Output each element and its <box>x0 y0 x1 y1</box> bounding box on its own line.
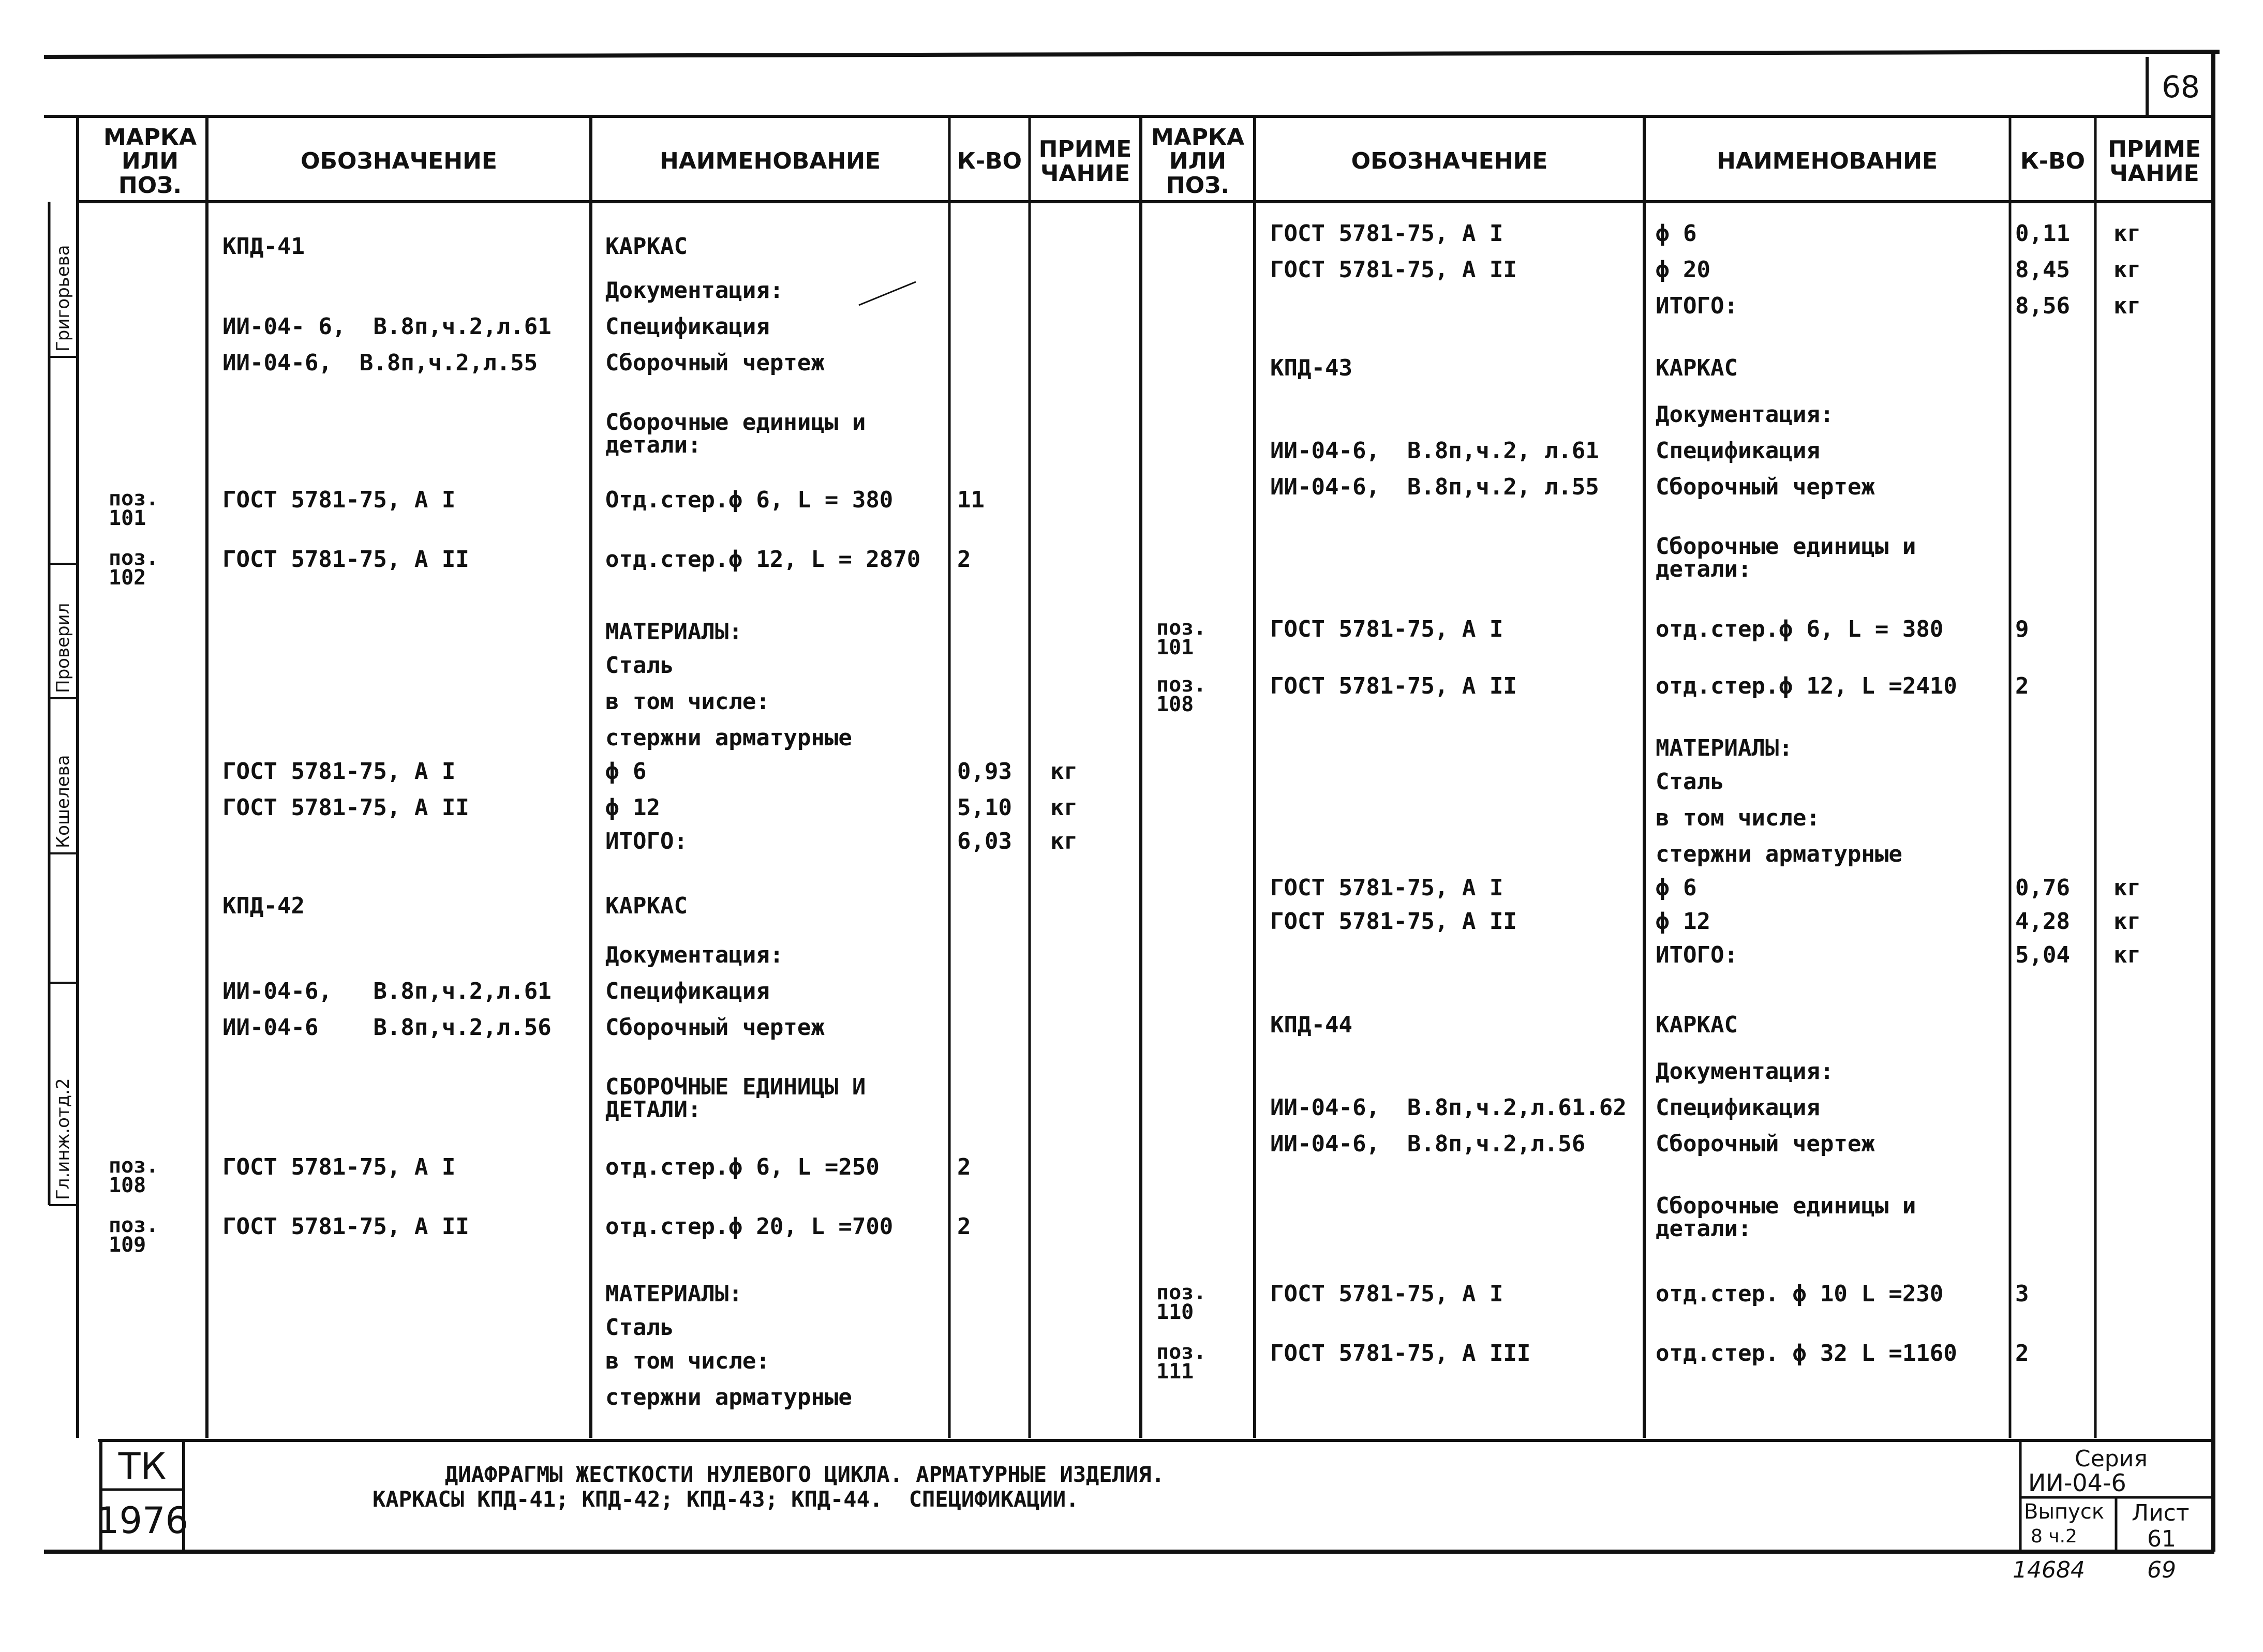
cell-name: Документация: <box>605 942 784 968</box>
cell-note: кг <box>1050 794 1078 821</box>
cell-name: Сборочные единицы и детали: <box>1656 1193 1916 1242</box>
cell-note: кг <box>1050 758 1078 785</box>
cell-name: МАТЕРИАЛЫ: <box>605 619 742 645</box>
cell-note: кг <box>2113 908 2141 935</box>
cell-designation: КПД-43 <box>1270 355 1352 381</box>
cell-name: стержни арматурные <box>605 725 852 751</box>
cell-designation: ГОСТ 5781-75, А II <box>1270 908 1517 935</box>
stamp-name-grigorieva: Григорьева <box>53 245 73 352</box>
stamp-checked: Проверил <box>53 603 73 693</box>
cell-name: отд.стер.ϕ 12, L = 2870 <box>605 546 921 573</box>
series-value: ИИ-04-6 <box>2028 1469 2126 1497</box>
cell-designation: КПД-44 <box>1270 1012 1352 1038</box>
header-name-right: НАИМЕНОВАНИЕ <box>1716 148 1938 175</box>
header-note-left: ПРИМЕ ЧАНИЕ <box>1038 136 1132 187</box>
page-number: 68 <box>2162 69 2200 104</box>
cell-designation: ИИ-04-6, В.8п,ч.2, л.61 <box>1270 438 1599 464</box>
cell-designation: ИИ-04-6 В.8п,ч.2,л.56 <box>222 1014 552 1041</box>
cell-designation: КПД-42 <box>222 893 305 919</box>
cell-name: КАРКАС <box>1656 355 1738 381</box>
cell-designation: ГОСТ 5781-75, А I <box>1270 1281 1503 1307</box>
cell-designation: ИИ-04-6, В.8п,ч.2, л.55 <box>1270 474 1599 500</box>
cell-qty: 2 <box>957 1213 971 1240</box>
cell-name: ϕ 12 <box>1656 908 1710 935</box>
cell-designation: КПД-41 <box>222 233 305 260</box>
cell-name: ИТОГО: <box>605 828 688 854</box>
header-qty-right: К-ВО <box>2020 148 2086 175</box>
cell-name: Сталь <box>1656 769 1724 795</box>
cell-name: Сборочные единицы и детали: <box>1656 533 1916 582</box>
cell-name: ϕ 6 <box>605 758 647 785</box>
cell-note: кг <box>2113 257 2141 283</box>
cell-designation: ИИ-04-6, В.8п,ч.2,л.61.62 <box>1270 1094 1627 1121</box>
header-designation-left: ОБОЗНАЧЕНИЕ <box>301 148 497 175</box>
cell-mark: поз. 108 <box>109 1154 159 1197</box>
cell-name: Спецификация <box>1656 1094 1820 1121</box>
cell-name: Сборочный чертеж <box>1656 474 1875 500</box>
cell-mark: поз. 108 <box>1156 673 1207 716</box>
cell-name: ϕ 6 <box>1656 220 1697 247</box>
cell-qty: 2 <box>957 546 971 573</box>
cell-name: МАТЕРИАЛЫ: <box>605 1281 742 1307</box>
cell-mark: поз. 110 <box>1156 1281 1207 1324</box>
issue-value: 8 ч.2 <box>2031 1526 2077 1547</box>
cell-name: Документация: <box>1656 1058 1834 1085</box>
cell-designation: ГОСТ 5781-75, А II <box>222 546 469 573</box>
cell-name: отд.стер. ϕ 10 L =230 <box>1656 1281 1944 1307</box>
cell-name: отд.стер.ϕ 12, L =2410 <box>1656 673 1957 699</box>
cell-qty: 8,45 <box>2015 257 2070 283</box>
cell-name: отд.стер. ϕ 32 L =1160 <box>1656 1340 1957 1366</box>
header-designation-right: ОБОЗНАЧЕНИЕ <box>1351 148 1548 175</box>
cell-qty: 4,28 <box>2015 908 2070 935</box>
cell-name: СБОРОЧНЫЕ ЕДИНИЦЫ И ДЕТАЛИ: <box>605 1074 866 1123</box>
archive-number: 14684 <box>2013 1557 2085 1583</box>
cell-name: Документация: <box>1656 401 1834 428</box>
cell-designation: ГОСТ 5781-75, А I <box>1270 616 1503 642</box>
cell-designation: ГОСТ 5781-75, А I <box>222 487 456 513</box>
cell-name: Сборочные единицы и детали: <box>605 409 866 458</box>
header-note-right: ПРИМЕ ЧАНИЕ <box>2108 136 2201 187</box>
cell-qty: 0,93 <box>957 758 1012 785</box>
cell-designation: ИИ-04- 6, В.8п,ч.2,л.61 <box>222 313 552 340</box>
cell-name: Отд.стер.ϕ 6, L = 380 <box>605 487 894 513</box>
cell-mark: поз. 101 <box>109 487 159 530</box>
header-mark-left: МАРКА ИЛИ ПОЗ. <box>103 124 197 199</box>
cell-designation: ГОСТ 5781-75, А I <box>1270 875 1503 901</box>
cell-designation: ГОСТ 5781-75, А III <box>1270 1340 1531 1366</box>
cell-qty: 8,56 <box>2015 293 2070 319</box>
cell-name: в том числе: <box>605 688 770 715</box>
cell-qty: 5,04 <box>2015 942 2070 968</box>
cell-name: ϕ 20 <box>1656 257 1710 283</box>
cell-name: МАТЕРИАЛЫ: <box>1656 735 1793 761</box>
issue-label: Выпуск <box>2024 1500 2104 1524</box>
series-label: Серия <box>2075 1446 2148 1472</box>
header-name-left: НАИМЕНОВАНИЕ <box>659 148 881 175</box>
cell-mark: поз. 109 <box>109 1213 159 1257</box>
sheet-value: 61 <box>2147 1526 2176 1552</box>
cell-mark: поз. 111 <box>1156 1340 1207 1384</box>
sheet-label: Лист <box>2132 1500 2190 1526</box>
stamp-name-kosheleva: Кошелева <box>53 755 73 848</box>
cell-name: ИТОГО: <box>1656 293 1738 319</box>
cell-note: кг <box>1050 828 1078 854</box>
cell-qty: 5,10 <box>957 794 1012 821</box>
cell-designation: ГОСТ 5781-75, А I <box>222 758 456 785</box>
cell-name: стержни арматурные <box>605 1384 852 1410</box>
cell-name: Сборочный чертеж <box>1656 1131 1875 1157</box>
cell-name: Сталь <box>605 1314 674 1341</box>
org-code: ТК <box>118 1445 167 1488</box>
cell-name: в том числе: <box>605 1348 770 1374</box>
cell-note: кг <box>2113 942 2141 968</box>
cell-name: ϕ 6 <box>1656 875 1697 901</box>
header-qty-left: К-ВО <box>957 148 1022 175</box>
cell-name: Сборочный чертеж <box>605 1014 825 1041</box>
cell-note: кг <box>2113 220 2141 247</box>
cell-name: КАРКАС <box>1656 1012 1738 1038</box>
cell-designation: ИИ-04-6, В.8п,ч.2,л.56 <box>1270 1131 1586 1157</box>
drawing-title-line1: ДИАФРАГМЫ ЖЕСТКОСТИ НУЛЕВОГО ЦИКЛА. АРМАТУРНЫЕ ИЗДЕЛИЯ. <box>445 1462 1165 1487</box>
cell-designation: ИИ-04-6, В.8п,ч.2,л.55 <box>222 350 538 376</box>
cell-name: Документация: <box>605 277 784 304</box>
cell-note: кг <box>2113 875 2141 901</box>
cell-name: стержни арматурные <box>1656 841 1902 867</box>
cell-name: ИТОГО: <box>1656 942 1738 968</box>
cell-designation: ИИ-04-6, В.8п,ч.2,л.61 <box>222 978 552 1004</box>
cell-qty: 0,11 <box>2015 220 2070 247</box>
cell-designation: ГОСТ 5781-75, А II <box>1270 257 1517 283</box>
cell-designation: ГОСТ 5781-75, А I <box>1270 220 1503 247</box>
cell-name: Спецификация <box>1656 438 1820 464</box>
cell-qty: 3 <box>2015 1281 2029 1307</box>
cell-name: КАРКАС <box>605 233 688 260</box>
cell-name: Спецификация <box>605 313 770 340</box>
cell-name: Сборочный чертеж <box>605 350 825 376</box>
cell-mark: поз. 102 <box>109 546 159 590</box>
cell-qty: 11 <box>957 487 985 513</box>
archive-sheet: 69 <box>2147 1557 2176 1583</box>
cell-designation: ГОСТ 5781-75, А II <box>222 794 469 821</box>
cell-name: ϕ 12 <box>605 794 660 821</box>
cell-name: отд.стер.ϕ 20, L =700 <box>605 1213 894 1240</box>
cell-designation: ГОСТ 5781-75, А I <box>222 1154 456 1180</box>
cell-qty: 9 <box>2015 616 2029 642</box>
cell-name: КАРКАС <box>605 893 688 919</box>
cell-name: отд.стер.ϕ 6, L =250 <box>605 1154 880 1180</box>
cell-qty: 2 <box>957 1154 971 1180</box>
stamp-chief-engineer: Гл.инж.отд.2 <box>53 1078 73 1200</box>
cell-name: Спецификация <box>605 978 770 1004</box>
cell-designation: ГОСТ 5781-75, А II <box>222 1213 469 1240</box>
cell-name: в том числе: <box>1656 805 1820 831</box>
cell-name: Сталь <box>605 652 674 679</box>
cell-qty: 0,76 <box>2015 875 2070 901</box>
cell-name: отд.стер.ϕ 6, L = 380 <box>1656 616 1944 642</box>
drawing-title-line2: КАРКАСЫ КПД-41; КПД-42; КПД-43; КПД-44. СПЕЦИФИКАЦИИ. <box>373 1486 1079 1512</box>
cell-mark: поз. 101 <box>1156 616 1207 659</box>
cell-qty: 2 <box>2015 673 2029 699</box>
cell-qty: 2 <box>2015 1340 2029 1366</box>
year: 1976 <box>96 1499 189 1542</box>
cell-qty: 6,03 <box>957 828 1012 854</box>
cell-designation: ГОСТ 5781-75, А II <box>1270 673 1517 699</box>
cell-note: кг <box>2113 293 2141 319</box>
header-mark-right: МАРКА ИЛИ ПОЗ. <box>1151 124 1245 199</box>
